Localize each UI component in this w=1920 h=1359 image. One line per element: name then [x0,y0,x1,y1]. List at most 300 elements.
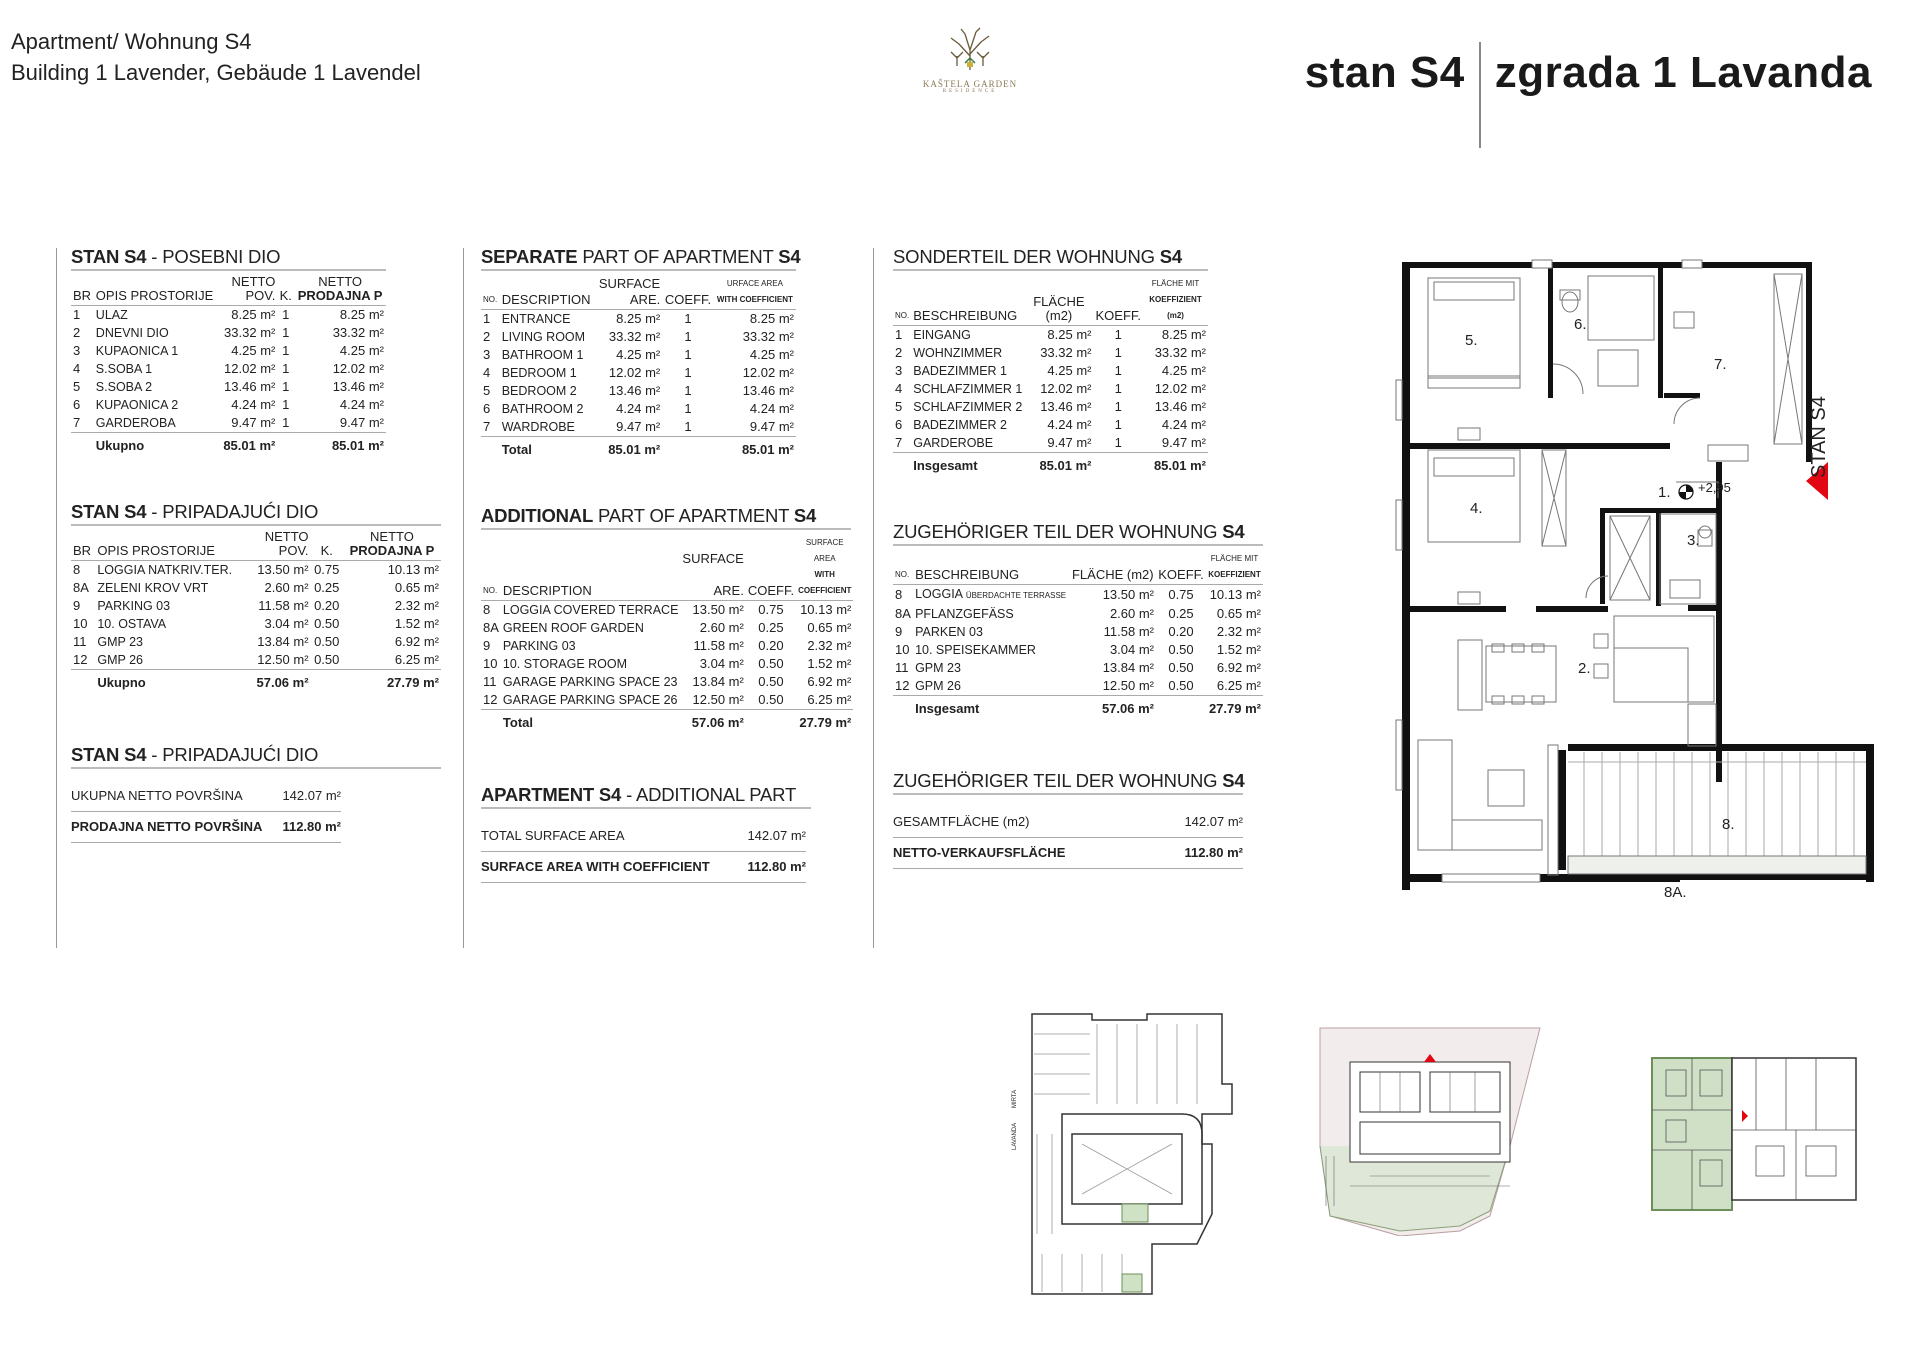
row-name: LOGGIA NATKRIV.TER. [97,563,233,577]
row-number: 7 [895,435,903,450]
row-name: BEDROOM 2 [501,384,577,398]
row-number: 1 [483,311,491,326]
table-row [481,382,796,400]
row-area: 13.46 m² [1040,399,1092,414]
en-total2-row: Total 57.06 m² 27.79 m² [481,710,853,737]
hr-summary [71,781,341,843]
row-name: GARAGE PARKING SPACE 26 [502,693,678,707]
row-net: 4.24 m² [749,401,794,416]
header-left [11,26,421,88]
row-net: 1.52 m² [1216,642,1261,657]
table-row [481,364,796,382]
row-coeff: 0.20 [1168,624,1194,639]
row-name: GARDEROBA [95,416,176,430]
table-row [893,416,1208,434]
row-net: 8.25 m² [339,307,384,322]
row-name: SCHLAFZIMMER 2 [913,400,1023,414]
table-row [71,342,386,360]
row-net: 10.13 m² [1209,587,1261,602]
garage-label-lavanda: LAVANDA [1012,1122,1018,1150]
row-number: 12 [73,652,88,667]
room-label-2: 2. [1578,660,1591,677]
row-name: KUPAONICA 1 [95,344,179,358]
row-net: 0.65 m² [1216,606,1261,621]
table-row [71,378,386,396]
table-row [481,346,796,364]
row-number: 8 [895,587,903,602]
header-right [1305,20,1872,126]
row-area: 12.50 m² [692,692,744,707]
hr-separate-title: STAN S4 - POSEBNI DIO [71,246,386,271]
row-name: BEDROOM 1 [501,366,577,380]
row-name: GMP 23 [97,635,143,649]
row-net: 4.25 m² [749,347,794,362]
row-name: 10. SPEISEKAMMER [915,643,1036,657]
en-additional-title: ADDITIONAL PART OF APARTMENT S4 [481,505,851,530]
row-coeff: 1 [282,415,290,430]
row-area: 4.24 m² [616,401,661,416]
row-name: BATHROOM 1 [501,348,584,362]
row-coeff: 1 [1114,417,1122,432]
table-row [893,659,1263,677]
row-net: 6.92 m² [1216,660,1261,675]
floor-plan-drawing [1388,250,1888,890]
row-number: 5 [483,383,491,398]
row-coeff: 1 [684,347,692,362]
table-row [481,400,796,418]
room-label-1: 1. [1658,484,1671,501]
row-coeff: 1 [282,325,290,340]
row-area: 8.25 m² [616,311,661,326]
row-number: 8A [73,580,89,595]
row-name: GPM 23 [915,661,961,675]
row-number: 3 [483,347,491,362]
de-sum-coeff: NETTO-VERKAUFSFLÄCHE 112.80 m² [893,838,1243,869]
row-area: 13.84 m² [1102,660,1155,675]
row-name: 10. OSTAVA [97,617,167,631]
row-net: 13.46 m² [742,383,794,398]
table-row [481,310,796,329]
row-number: 1 [895,327,903,342]
row-number: 10 [73,616,88,631]
row-net: 6.25 m² [394,652,439,667]
table-row [893,434,1208,453]
table-row [893,641,1263,659]
hr-additional-title: STAN S4 - PRIPADAJUĆI DIO [71,501,441,526]
row-number: 8A [483,620,499,635]
table-row [893,344,1208,362]
row-area: 33.32 m² [1040,345,1092,360]
row-coeff: 1 [282,343,290,358]
row-coeff: 1 [1114,327,1122,342]
table-row [481,673,853,691]
table-row [71,597,441,615]
row-name: GARAGE PARKING SPACE 23 [502,675,678,689]
room-label-4: 4. [1470,500,1483,517]
row-number: 2 [483,329,491,344]
de-separate-title: SONDERTEIL DER WOHNUNG S4 [893,246,1208,271]
row-name: BADEZIMMER 1 [913,364,1007,378]
row-net: 10.13 m² [387,562,439,577]
table-row [893,585,1263,606]
row-coeff: 1 [1114,381,1122,396]
de-total-row: Insgesamt 85.01 m² 85.01 m² [893,453,1208,480]
row-area: 3.04 m² [264,616,309,631]
row-area: 11.58 m² [258,598,309,613]
row-net: 2.32 m² [1216,624,1261,639]
row-coeff: 0.50 [314,652,340,667]
table-row [893,605,1263,623]
row-net: 9.47 m² [749,419,794,434]
row-name: DNEVNI DIO [95,326,169,340]
row-number: 5 [73,379,81,394]
row-name: GMP 26 [97,653,143,667]
divider-1 [56,248,57,948]
row-area: 4.24 m² [1047,417,1092,432]
floor-key-plan-drawing [1646,1050,1866,1230]
row-number: 9 [895,624,903,639]
row-number: 7 [483,419,491,434]
row-name: S.SOBA 2 [95,380,153,394]
hr-summary-title: STAN S4 - PRIPADAJUĆI DIO [71,744,441,769]
tree-logo-icon [939,26,1001,72]
table-row [893,398,1208,416]
row-net: 13.46 m² [1154,399,1206,414]
en-separate-table: SURFACE URFACE AREA NO. DESCRIPTION ARE. COEFF. WITH COEFFICIENT 1 ENTRANCE 8.25 m² 1 8.25 m² 2 LIVING ROOM 33.32 m² 1 33.32 m² 3 BATHROOM 1 4.25 m² 1 4.25 m² 4 BEDROOM 1 12.02 m² 1 12.02 m² 5 BEDROOM 2 13.46 m² 1 13.46 m² 6 BATHROOM 2 4.24 m² 1 4.24 m² 7 WARDROBE 9.47 m² 1 9.47 m² Total 85.01 m² 85.01 m² [481,275,796,463]
row-net: 6.25 m² [1216,678,1261,693]
garage-label-mirta: MIRTA [1012,1089,1018,1108]
table-row [481,619,853,637]
de-summary [893,807,1243,869]
row-area: 9.47 m² [231,415,276,430]
row-name: BADEZIMMER 2 [913,418,1007,432]
row-coeff: 0.50 [1168,678,1194,693]
row-number: 12 [483,692,498,707]
row-name: ULAZ [95,308,128,322]
header-building: zgrada 1 Lavanda [1494,48,1872,97]
de-additional-title: ZUGEHÖRIGER TEIL DER WOHNUNG S4 [893,521,1263,546]
row-area: 11.58 m² [1103,624,1155,639]
row-number: 1 [73,307,81,322]
row-number: 6 [483,401,491,416]
row-number: 8A [895,606,911,621]
row-area: 4.25 m² [231,343,276,358]
row-net: 1.52 m² [394,616,439,631]
row-net: 10.13 m² [800,602,852,617]
row-net: 33.32 m² [1154,345,1206,360]
row-coeff: 0.20 [758,638,784,653]
header-divider [1479,42,1481,148]
row-area: 13.46 m² [608,383,661,398]
column-de [893,246,1268,869]
table-row [71,579,441,597]
row-name: LOGGIA ÜBERDACHTE TERRASSE [915,587,1067,601]
en-additional-table: SURFACE SURFACE AREA NO. DESCRIPTION ARE. COEFF. WITH COEFFICIENT 8 LOGGIA COVERED TERRACE 13.50 m² 0.75 10.13 m² 8A GREEN ROOF GARDEN 2.60 m² 0.25 0.65 m² 9 PARKING 03 11.58 m² 0.20 2.32 m² 10 10. STORAGE ROOM 3.04 m² 0.50 1.52 m² 11 GARAGE PARKING SPACE 23 13.84 m² 0.50 6.92 m² 12 GARAGE PARKING SPACE 26 12.50 m² 0.50 6.25 m² Total 57.06 m² 27.79 m² [481,534,853,736]
row-coeff: 0.25 [1168,606,1194,621]
row-area: 9.47 m² [616,419,661,434]
en-separate-title: SEPARATE PART OF APARTMENT S4 [481,246,796,271]
row-name: ZELENI KROV VRT [97,581,209,595]
row-coeff: 0.25 [758,620,784,635]
table-row [71,306,386,325]
row-name: SCHLAFZIMMER 1 [913,382,1023,396]
table-row [481,655,853,673]
row-area: 12.50 m² [1102,678,1155,693]
row-area: 2.60 m² [699,620,744,635]
row-coeff: 0.50 [758,656,784,671]
table-row [71,561,441,580]
row-name: WARDROBE [501,420,575,434]
table-row [71,615,441,633]
row-area: 13.50 m² [257,562,309,577]
row-name: PARKING 03 [97,599,171,613]
row-coeff: 1 [1114,435,1122,450]
hr-sum-coeff: PRODAJNA NETTO POVRŠINA 112.80 m² [71,812,341,843]
table-row [71,324,386,342]
row-coeff: 1 [1114,345,1122,360]
row-area: 13.84 m² [257,634,309,649]
row-area: 11.58 m² [693,638,744,653]
row-name: BATHROOM 2 [501,402,584,416]
row-coeff: 0.50 [314,634,340,649]
row-net: 2.32 m² [807,638,852,653]
row-net: 4.25 m² [339,343,384,358]
row-coeff: 1 [684,401,692,416]
de-sum-total: GESAMTFLÄCHE (m2) 142.07 m² [893,807,1243,838]
row-net: 9.47 m² [339,415,384,430]
row-name: ENTRANCE [501,312,571,326]
table-row [481,601,853,620]
logo [920,26,1020,94]
row-number: 11 [483,674,497,689]
hr-sum-total: UKUPNA NETTO POVRŠINA 142.07 m² [71,781,341,812]
row-net: 6.25 m² [807,692,852,707]
row-number: 3 [895,363,903,378]
row-number: 11 [895,660,909,675]
row-net: 0.65 m² [394,580,439,595]
table-row [71,414,386,433]
row-net: 33.32 m² [332,325,384,340]
row-number: 8 [73,562,81,577]
logo-name: KAŠTELA GARDEN [922,79,1018,89]
site-plan-floor [1646,1050,1866,1230]
row-area: 13.50 m² [692,602,744,617]
row-net: 12.02 m² [742,365,794,380]
row-coeff: 1 [282,361,290,376]
row-coeff: 1 [684,329,692,344]
table-row [71,396,386,414]
row-net: 8.25 m² [1161,327,1206,342]
row-coeff: 0.75 [314,562,340,577]
en-summary-title: APARTMENT S4 - ADDITIONAL PART [481,784,811,809]
row-net: 4.24 m² [339,397,384,412]
row-number: 10 [483,656,498,671]
en-sum-coeff: SURFACE AREA WITH COEFFICIENT 112.80 m² [481,852,806,883]
row-number: 10 [895,642,910,657]
row-area: 3.04 m² [1109,642,1155,657]
row-name: GPM 26 [915,679,961,693]
row-coeff: 1 [282,397,290,412]
row-area: 2.60 m² [1109,606,1155,621]
hr-separate-table: NETTO NETTO BR OPIS PROSTORIJE POV. K. PRODAJNA P 1 ULAZ 8.25 m² 1 8.25 m² 2 DNEVNI DIO 33.32 m² 1 33.32 m² 3 KUPAONICA 1 4.25 m² 1 4.25 m² 4 S.SOBA 1 12.02 m² 1 12.02 m² 5 S.SOBA 2 13.46 m² 1 13.46 m² 6 KUPAONICA 2 4.24 m² 1 4.24 m² 7 GARDEROBA 9.47 m² 1 9.47 m² Ukupno 85.01 m² 85.01 m² [71,275,386,459]
divider-2 [463,248,464,948]
en-sum-total: TOTAL SURFACE AREA 142.07 m² [481,821,806,852]
site-plan-ground [1310,1026,1550,1236]
row-name: 10. STORAGE ROOM [502,657,628,671]
row-coeff: 1 [684,419,692,434]
row-coeff: 0.50 [314,616,340,631]
row-number: 9 [73,598,81,613]
row-coeff: 0.75 [1168,587,1194,602]
row-name: EINGANG [913,328,971,342]
row-area: 2.60 m² [264,580,309,595]
header-line-2: Building 1 Lavender, Gebäude 1 Lavendel [11,60,421,85]
row-number: 4 [895,381,903,396]
row-area: 8.25 m² [1047,327,1092,342]
row-coeff: 0.50 [758,692,784,707]
en-summary [481,821,806,883]
table-row [893,362,1208,380]
row-area: 13.46 m² [224,379,276,394]
row-name: GREEN ROOF GARDEN [502,621,644,635]
row-name: PARKING 03 [502,639,576,653]
row-area: 13.50 m² [1102,587,1155,602]
table-row [481,418,796,437]
stan-label: STAN S4 [1808,396,1830,478]
row-net: 9.47 m² [1161,435,1206,450]
row-coeff: 1 [684,311,692,326]
level-marker-icon [1679,485,1693,499]
row-number: 6 [895,417,903,432]
de-separate-table: FLÄCHE MIT NO. BESCHREIBUNG FLÄCHE (m2) KOEFF. KOEFFIZIENT (m2) 1 EINGANG 8.25 m² 1 8.25 m² 2 WOHNZIMMER 33.32 m² 1 33.32 m² 3 BADEZIMMER 1 4.25 m² 1 4.25 m² 4 SCHLAFZIMMER 1 12.02 m² 1 12.02 m² 5 SCHLAFZIMMER 2 13.46 m² 1 13.46 m² 6 BADEZIMMER 2 4.24 m² 1 4.24 m² 7 GARDEROBE 9.47 m² 1 9.47 m² Insgesamt 85.01 m² 85.01 m² [893,275,1208,479]
hr-total2-row: Ukupno 57.06 m² 27.79 m² [71,670,441,697]
row-coeff: 1 [684,365,692,380]
row-number: 11 [73,634,87,649]
row-coeff: 0.20 [314,598,340,613]
row-name: LOGGIA COVERED TERRACE [502,603,679,617]
row-number: 6 [73,397,81,412]
row-area: 33.32 m² [224,325,276,340]
row-coeff: 1 [684,383,692,398]
row-number: 3 [73,343,81,358]
row-area: 4.24 m² [231,397,276,412]
row-name: WOHNZIMMER [913,346,1003,360]
row-net: 1.52 m² [807,656,852,671]
row-area: 3.04 m² [699,656,744,671]
row-net: 12.02 m² [332,361,384,376]
room-label-8: 8. [1722,816,1735,833]
row-coeff: 1 [1114,399,1122,414]
row-name: GARDEROBE [913,436,994,450]
room-label-5: 5. [1465,332,1478,349]
room-label-8a: 8A. [1664,884,1687,901]
en-total-row: Total 85.01 m² 85.01 m² [481,437,796,464]
row-number: 8 [483,602,491,617]
row-net: 33.32 m² [742,329,794,344]
room-label-6: 6. [1574,316,1587,333]
row-number: 4 [73,361,81,376]
row-area: 13.84 m² [692,674,744,689]
row-number: 2 [895,345,903,360]
de-total2-row: Insgesamt 57.06 m² 27.79 m² [893,696,1263,723]
row-coeff: 1 [1114,363,1122,378]
row-area: 12.50 m² [257,652,309,667]
room-label-3: 3. [1687,532,1700,549]
row-name: PARKEN 03 [915,625,983,639]
row-coeff: 0.25 [314,580,340,595]
column-hr [71,246,446,843]
header-line-1: Apartment/ Wohnung S4 [11,29,252,54]
ground-plan-drawing [1310,1026,1550,1236]
row-area: 8.25 m² [231,307,276,322]
row-name: S.SOBA 1 [95,362,153,376]
de-summary-title: ZUGEHÖRIGER TEIL DER WOHNUNG S4 [893,770,1243,795]
row-area: 33.32 m² [608,329,661,344]
row-net: 6.92 m² [394,634,439,649]
level-label: +2,95 [1698,480,1731,495]
row-area: 12.02 m² [224,361,276,376]
row-number: 2 [73,325,81,340]
row-net: 8.25 m² [749,311,794,326]
row-area: 12.02 m² [1040,381,1092,396]
table-row [71,360,386,378]
room-label-7: 7. [1714,356,1727,373]
de-additional-table: FLÄCHE MIT NO. BESCHREIBUNG FLÄCHE (m2) KOEFF. KOEFFIZIENT 8 LOGGIA ÜBERDACHTE TERRASSE 13.50 m² 0.75 10.13 m² 8A PFLANZGEFÄSS 2.60 m² 0.25 0.65 m² 9 PARKEN 03 11.58 m² 0.20 2.32 m² 10 10. SPEISEKAMMER 3.04 m² 0.50 1.52 m² 11 GPM 23 13.84 m² 0.50 6.92 m² 12 GPM 26 12.50 m² 0.50 6.25 m² Insgesamt 57.06 m² 27.79 m² [893,550,1263,722]
row-number: 9 [483,638,491,653]
row-number: 7 [73,415,81,430]
table-row [71,633,441,651]
table-row [71,651,441,670]
row-net: 4.25 m² [1161,363,1206,378]
row-area: 4.25 m² [1047,363,1092,378]
row-net: 4.24 m² [1161,417,1206,432]
site-plan-garage [1012,1004,1252,1304]
logo-sub: RESIDENCE [942,89,998,94]
row-coeff: 0.75 [758,602,784,617]
garage-plan-drawing [1012,1004,1252,1304]
row-name: LIVING ROOM [501,330,586,344]
table-row [481,691,853,710]
row-number: 12 [895,678,910,693]
row-net: 6.92 m² [807,674,852,689]
row-coeff: 0.50 [1168,642,1194,657]
table-row [893,326,1208,345]
row-net: 12.02 m² [1154,381,1206,396]
row-area: 4.25 m² [616,347,661,362]
table-row [481,637,853,655]
row-number: 5 [895,399,903,414]
floor-plan [1388,250,1888,901]
row-number: 4 [483,365,491,380]
row-name: PFLANZGEFÄSS [915,607,1014,621]
row-net: 13.46 m² [332,379,384,394]
row-area: 9.47 m² [1047,435,1092,450]
row-net: 0.65 m² [807,620,852,635]
table-row [481,328,796,346]
table-row [893,380,1208,398]
row-name: KUPAONICA 2 [95,398,179,412]
row-coeff: 0.50 [1168,660,1194,675]
row-coeff: 1 [282,307,290,322]
divider-3 [873,248,874,948]
row-area: 12.02 m² [608,365,661,380]
row-coeff: 0.50 [758,674,784,689]
hr-additional-table: NETTO NETTO BR OPIS PROSTORIJE POV. K. PRODAJNA P 8 LOGGIA NATKRIV.TER. 13.50 m² 0.75 10.13 m² 8A ZELENI KROV VRT 2.60 m² 0.25 0.65 m² 9 PARKING 03 11.58 m² 0.20 2.32 m² 10 10. OSTAVA 3.04 m² 0.50 1.52 m² 11 GMP 23 13.84 m² 0.50 6.92 m² 12 GMP 26 12.50 m² 0.50 6.25 m² Ukupno 57.06 m² 27.79 m² [71,530,441,696]
table-row [893,677,1263,696]
row-coeff: 1 [282,379,290,394]
table-row [893,623,1263,641]
header-apartment: stan S4 [1304,48,1465,97]
